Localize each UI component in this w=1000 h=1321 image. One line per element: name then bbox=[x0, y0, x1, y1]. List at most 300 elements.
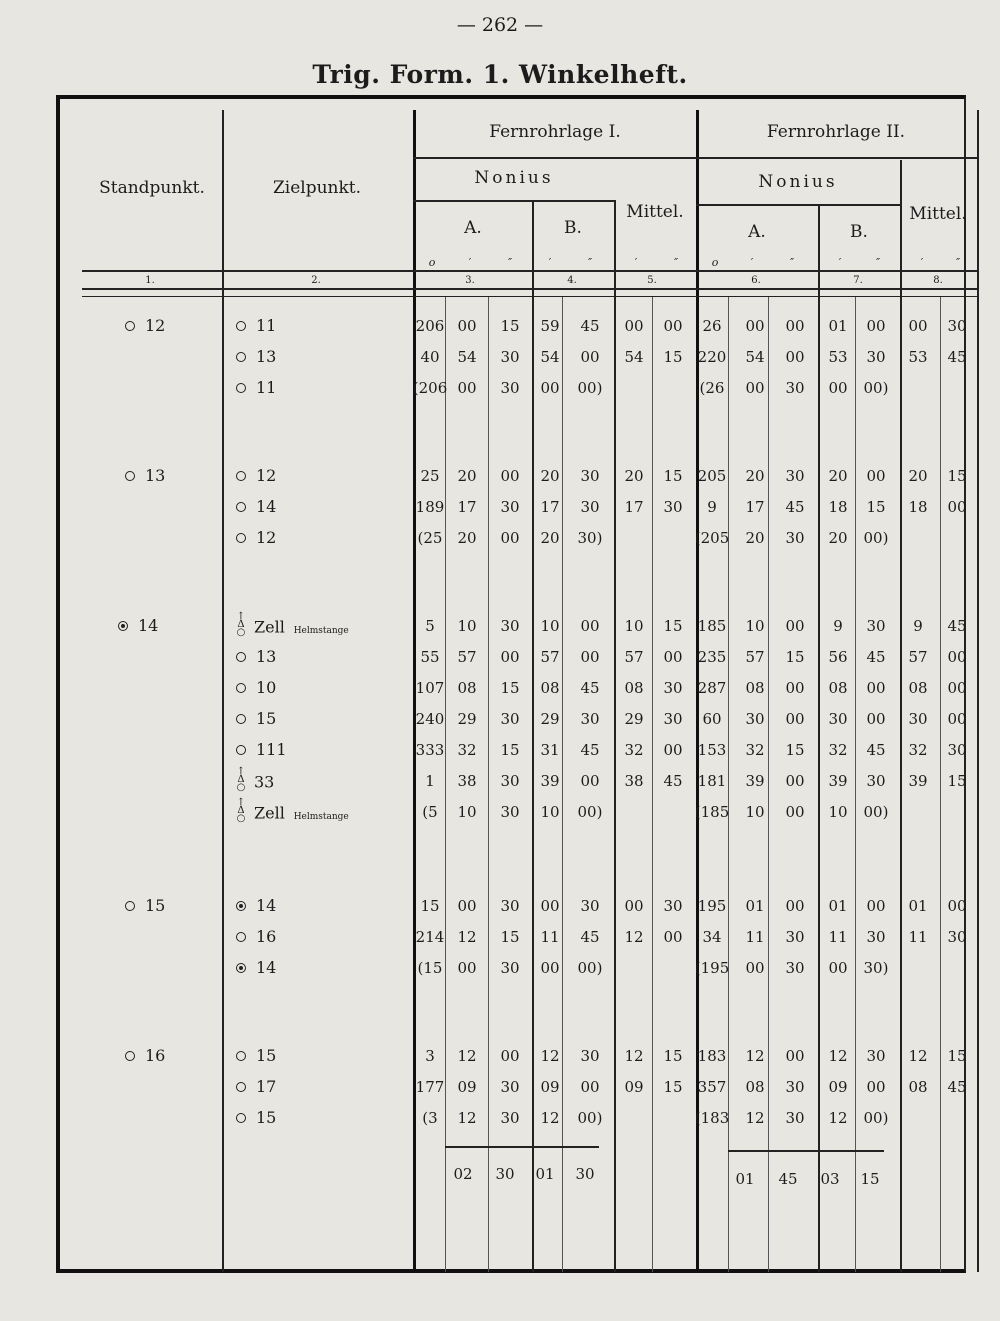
angle-value: 57 bbox=[457, 648, 477, 666]
angle-value: 10 bbox=[540, 803, 560, 821]
angle-value: 5 bbox=[425, 617, 435, 635]
angle-value: 00 bbox=[580, 648, 600, 666]
column-number: 8. bbox=[933, 275, 943, 286]
angle-value: 183 bbox=[697, 1047, 727, 1065]
angle-value: 30 bbox=[947, 741, 967, 759]
column-number: 7. bbox=[853, 275, 863, 286]
angle-value: 15 bbox=[663, 467, 683, 485]
angle-value: 185 bbox=[697, 617, 727, 635]
zielpunkt-cell bbox=[236, 709, 276, 728]
angle-value: 54 bbox=[540, 348, 560, 366]
standpunkt-label: 12 bbox=[145, 316, 166, 335]
sum-value: 45 bbox=[778, 1170, 798, 1188]
angle-value: 10 bbox=[828, 803, 848, 821]
angle-value: 15 bbox=[500, 928, 520, 946]
standpunkt-label: 16 bbox=[145, 1046, 166, 1065]
angle-value: 11 bbox=[908, 928, 928, 946]
standpunkt-cell bbox=[118, 616, 158, 635]
column-number: 2. bbox=[311, 275, 321, 286]
angle-value: 30 bbox=[580, 710, 600, 728]
angle-value: 00 bbox=[785, 803, 805, 821]
target-circle-icon bbox=[236, 352, 246, 362]
angle-value: 177 bbox=[415, 1078, 445, 1096]
angle-value: 00 bbox=[745, 959, 765, 977]
angle-value: 00 bbox=[785, 772, 805, 790]
angle-value: 30 bbox=[866, 1047, 886, 1065]
standpunkt-label: 14 bbox=[138, 616, 159, 635]
angle-value: 10 bbox=[624, 617, 644, 635]
zielpunkt-label: 17 bbox=[256, 1077, 277, 1096]
angle-value: 00 bbox=[785, 317, 805, 335]
angle-value: 30 bbox=[580, 1047, 600, 1065]
header-fernrohrlage-2: Fernrohrlage II. bbox=[766, 122, 906, 142]
angle-value: 287 bbox=[697, 679, 727, 697]
angle-value: 00 bbox=[785, 897, 805, 915]
angle-value: (185 bbox=[694, 803, 730, 821]
angle-value: 00) bbox=[863, 803, 889, 821]
angle-value: 15 bbox=[785, 648, 805, 666]
zielpunkt-cell bbox=[236, 1108, 276, 1127]
header-rule bbox=[413, 157, 977, 159]
column-number: 6. bbox=[751, 275, 761, 286]
angle-value: 30 bbox=[663, 679, 683, 697]
angle-value: 39 bbox=[828, 772, 848, 790]
angle-value: 00 bbox=[785, 710, 805, 728]
angle-value: 240 bbox=[415, 710, 445, 728]
angle-value: 15 bbox=[663, 348, 683, 366]
angle-value: 01 bbox=[745, 897, 765, 915]
angle-value: 30 bbox=[908, 710, 928, 728]
zielpunkt-label: 33 bbox=[254, 772, 275, 792]
unit-mark: ″ bbox=[955, 256, 961, 269]
angle-value: 54 bbox=[745, 348, 765, 366]
angle-value: 00 bbox=[580, 348, 600, 366]
header-rule bbox=[82, 270, 977, 272]
sum-value: 30 bbox=[575, 1165, 595, 1183]
zielpunkt-cell bbox=[236, 766, 275, 795]
angle-value: 15 bbox=[947, 772, 967, 790]
angle-value: 00) bbox=[863, 529, 889, 547]
angle-value: 12 bbox=[745, 1109, 765, 1127]
angle-value: 12 bbox=[828, 1047, 848, 1065]
angle-value: 30 bbox=[947, 317, 967, 335]
angle-value: 12 bbox=[624, 928, 644, 946]
angle-value: 9 bbox=[913, 617, 923, 635]
angle-value: 30 bbox=[947, 928, 967, 946]
header-rule bbox=[413, 200, 614, 202]
angle-value: 00 bbox=[500, 1047, 520, 1065]
angle-value: 00 bbox=[624, 897, 644, 915]
sum-value: 30 bbox=[495, 1165, 515, 1183]
angle-value: 00 bbox=[866, 710, 886, 728]
angle-value: 00 bbox=[866, 317, 886, 335]
angle-value: 55 bbox=[420, 648, 440, 666]
angle-value: 39 bbox=[745, 772, 765, 790]
angle-value: 15 bbox=[785, 741, 805, 759]
angle-value: 30 bbox=[580, 498, 600, 516]
standpunkt-cell bbox=[125, 1046, 165, 1065]
angle-value: 39 bbox=[908, 772, 928, 790]
angle-value: (25 bbox=[417, 529, 443, 547]
angle-value: 45 bbox=[947, 617, 967, 635]
angle-value: 189 bbox=[415, 498, 445, 516]
angle-value: 57 bbox=[624, 648, 644, 666]
header-standpunkt: Standpunkt. bbox=[99, 178, 205, 198]
angle-value: 09 bbox=[624, 1078, 644, 1096]
angle-value: 54 bbox=[624, 348, 644, 366]
angle-value: 15 bbox=[866, 498, 886, 516]
angle-value: 30 bbox=[785, 467, 805, 485]
angle-value: 00) bbox=[577, 959, 603, 977]
zielpunkt-cell bbox=[236, 347, 276, 366]
zielpunkt-cell bbox=[236, 528, 276, 547]
angle-value: 17 bbox=[624, 498, 644, 516]
angle-value: 12 bbox=[828, 1109, 848, 1127]
angle-value: 30 bbox=[785, 1078, 805, 1096]
angle-value: 57 bbox=[540, 648, 560, 666]
angle-value: 20 bbox=[745, 467, 765, 485]
unit-mark: ″ bbox=[587, 256, 593, 269]
header-mittel-1: Mittel. bbox=[626, 202, 684, 222]
angle-value: 00 bbox=[457, 897, 477, 915]
angle-value: 30 bbox=[745, 710, 765, 728]
angle-value: 12 bbox=[745, 1047, 765, 1065]
angle-value: 45 bbox=[580, 679, 600, 697]
column-divider bbox=[222, 110, 224, 1272]
header-a-2: A. bbox=[748, 222, 766, 242]
column-number: 3. bbox=[465, 275, 475, 286]
angle-value: 18 bbox=[828, 498, 848, 516]
angle-value: 214 bbox=[415, 928, 445, 946]
angle-value: 00 bbox=[580, 617, 600, 635]
standpunkt-label: 15 bbox=[145, 896, 166, 915]
angle-value: 30 bbox=[580, 897, 600, 915]
zielpunkt-cell bbox=[236, 1046, 276, 1065]
zielpunkt-cell bbox=[236, 896, 276, 915]
angle-value: 15 bbox=[663, 617, 683, 635]
header-a-1: A. bbox=[464, 218, 482, 238]
angle-value: 30 bbox=[500, 1109, 520, 1127]
angle-value: 59 bbox=[540, 317, 560, 335]
angle-value: 32 bbox=[908, 741, 928, 759]
angle-value: 54 bbox=[457, 348, 477, 366]
column-number: 1. bbox=[145, 275, 155, 286]
zielpunkt-cell bbox=[236, 678, 276, 697]
angle-value: 38 bbox=[624, 772, 644, 790]
angle-value: 30 bbox=[663, 498, 683, 516]
angle-value: 00 bbox=[745, 317, 765, 335]
angle-value: 00 bbox=[947, 710, 967, 728]
angle-value: 08 bbox=[457, 679, 477, 697]
angle-value: 00 bbox=[540, 959, 560, 977]
angle-value: 09 bbox=[828, 1078, 848, 1096]
angle-value: 00 bbox=[866, 467, 886, 485]
zielpunkt-label: 15 bbox=[256, 1108, 277, 1127]
angle-value: 181 bbox=[697, 772, 727, 790]
angle-value: 220 bbox=[697, 348, 727, 366]
target-circle-icon bbox=[236, 1113, 246, 1123]
angle-value: 20 bbox=[540, 529, 560, 547]
angle-value: 00 bbox=[500, 529, 520, 547]
angle-value: 45 bbox=[866, 741, 886, 759]
angle-value: 01 bbox=[828, 317, 848, 335]
angle-value: 30 bbox=[785, 959, 805, 977]
angle-value: 30) bbox=[577, 529, 603, 547]
unit-mark: ″ bbox=[673, 256, 679, 269]
target-circle-icon bbox=[236, 683, 246, 693]
angle-value: 45 bbox=[580, 928, 600, 946]
angle-value: 00 bbox=[457, 959, 477, 977]
target-circle-icon bbox=[236, 502, 246, 512]
target-circle-icon bbox=[236, 963, 246, 973]
angle-value: 30 bbox=[785, 928, 805, 946]
header-b-2: B. bbox=[850, 222, 868, 242]
header-rule bbox=[82, 288, 977, 290]
target-circle-icon bbox=[236, 745, 246, 755]
standpunkt-cell bbox=[125, 316, 165, 335]
zielpunkt-cell bbox=[236, 797, 349, 826]
angle-value: 11 bbox=[745, 928, 765, 946]
angle-value: 20 bbox=[908, 467, 928, 485]
angle-value: 20 bbox=[624, 467, 644, 485]
angle-value: 00 bbox=[785, 348, 805, 366]
sum-value: 01 bbox=[735, 1170, 755, 1188]
angle-value: 09 bbox=[457, 1078, 477, 1096]
page-number: — 262 — bbox=[456, 14, 544, 36]
page-title: Trig. Form. 1. Winkelheft. bbox=[312, 60, 688, 89]
angle-value: 34 bbox=[702, 928, 722, 946]
angle-value: 00 bbox=[785, 1047, 805, 1065]
angle-value: 00 bbox=[663, 317, 683, 335]
angle-value: 08 bbox=[745, 679, 765, 697]
zielpunkt-label: 13 bbox=[256, 647, 277, 666]
angle-value: 00 bbox=[500, 648, 520, 666]
zielpunkt-cell bbox=[236, 378, 276, 397]
angle-value: 12 bbox=[540, 1047, 560, 1065]
zielpunkt-label: 14 bbox=[256, 497, 277, 516]
target-circle-icon bbox=[236, 383, 246, 393]
target-circle-icon bbox=[236, 533, 246, 543]
zielpunkt-label: Zell bbox=[254, 617, 285, 637]
zielpunkt-label: 15 bbox=[256, 1046, 277, 1065]
angle-value: 00 bbox=[663, 928, 683, 946]
angle-value: 15 bbox=[500, 679, 520, 697]
angle-value: 15 bbox=[420, 897, 440, 915]
angle-value: 00 bbox=[745, 379, 765, 397]
angle-value: 9 bbox=[833, 617, 843, 635]
sum-rule bbox=[445, 1146, 599, 1148]
angle-value: 30 bbox=[500, 379, 520, 397]
zielpunkt-cell bbox=[236, 647, 276, 666]
angle-value: 20 bbox=[828, 467, 848, 485]
unit-mark: ′ bbox=[838, 256, 842, 269]
angle-value: 30 bbox=[500, 1078, 520, 1096]
header-rule bbox=[82, 296, 977, 297]
angle-value: 30 bbox=[663, 710, 683, 728]
zielpunkt-label: Zell bbox=[254, 803, 285, 823]
target-circle-icon bbox=[236, 932, 246, 942]
angle-value: (195 bbox=[694, 959, 730, 977]
unit-mark: o bbox=[711, 256, 719, 269]
signal-mast-icon: ↑ Δ ○ bbox=[236, 797, 246, 824]
angle-value: 9 bbox=[707, 498, 717, 516]
angle-value: 15 bbox=[500, 741, 520, 759]
unit-mark: ″ bbox=[507, 256, 513, 269]
sum-value: 02 bbox=[453, 1165, 473, 1183]
angle-value: 20 bbox=[457, 529, 477, 547]
angle-value: 30 bbox=[866, 928, 886, 946]
angle-value: 12 bbox=[540, 1109, 560, 1127]
unit-mark: o bbox=[428, 256, 436, 269]
angle-value: 08 bbox=[540, 679, 560, 697]
angle-value: 30 bbox=[500, 498, 520, 516]
angle-value: 30 bbox=[785, 379, 805, 397]
angle-value: 00 bbox=[457, 317, 477, 335]
angle-value: 30 bbox=[866, 617, 886, 635]
angle-value: 12 bbox=[457, 1109, 477, 1127]
header-fernrohrlage-1: Fernrohrlage I. bbox=[489, 122, 621, 142]
zielpunkt-cell bbox=[236, 497, 276, 516]
angle-value: 30 bbox=[828, 710, 848, 728]
angle-value: 00) bbox=[577, 1109, 603, 1127]
angle-value: 30 bbox=[500, 348, 520, 366]
angle-value: 08 bbox=[828, 679, 848, 697]
angle-value: 00 bbox=[828, 379, 848, 397]
angle-value: 00 bbox=[785, 617, 805, 635]
angle-value: (206 bbox=[412, 379, 448, 397]
angle-value: 11 bbox=[540, 928, 560, 946]
zielpunkt-label: 10 bbox=[256, 678, 277, 697]
angle-value: 00 bbox=[500, 467, 520, 485]
zielpunkt-suffix: Helmstange bbox=[290, 625, 349, 636]
zielpunkt-cell bbox=[236, 958, 276, 977]
angle-value: 40 bbox=[420, 348, 440, 366]
angle-value: 00 bbox=[947, 648, 967, 666]
angle-value: 29 bbox=[540, 710, 560, 728]
unit-mark: ′ bbox=[750, 256, 754, 269]
sum-value: 01 bbox=[535, 1165, 555, 1183]
angle-value: 30 bbox=[500, 772, 520, 790]
angle-value: 153 bbox=[697, 741, 727, 759]
zielpunkt-label: 13 bbox=[256, 347, 277, 366]
angle-value: 30 bbox=[785, 529, 805, 547]
angle-value: 38 bbox=[457, 772, 477, 790]
angle-value: 00 bbox=[947, 679, 967, 697]
angle-value: 00 bbox=[866, 897, 886, 915]
unit-mark: ′ bbox=[468, 256, 472, 269]
angle-value: 15 bbox=[500, 317, 520, 335]
angle-value: 00 bbox=[540, 897, 560, 915]
angle-value: 12 bbox=[457, 928, 477, 946]
angle-value: 00 bbox=[828, 959, 848, 977]
angle-value: 00 bbox=[908, 317, 928, 335]
angle-value: 32 bbox=[745, 741, 765, 759]
angle-value: 00 bbox=[866, 679, 886, 697]
angle-value: 15 bbox=[663, 1047, 683, 1065]
angle-value: 17 bbox=[745, 498, 765, 516]
angle-value: 53 bbox=[828, 348, 848, 366]
angle-value: 00 bbox=[947, 498, 967, 516]
zielpunkt-cell bbox=[236, 316, 276, 335]
angle-value: 30 bbox=[500, 897, 520, 915]
angle-value: 09 bbox=[540, 1078, 560, 1096]
target-circle-icon bbox=[236, 901, 246, 911]
angle-value: (3 bbox=[422, 1109, 438, 1127]
header-b-1: B. bbox=[564, 218, 582, 238]
unit-mark: ′ bbox=[548, 256, 552, 269]
angle-value: 57 bbox=[908, 648, 928, 666]
header-zielpunkt: Zielpunkt. bbox=[272, 178, 362, 198]
angle-value: 08 bbox=[908, 679, 928, 697]
target-circle-icon bbox=[236, 471, 246, 481]
angle-value: 00 bbox=[624, 317, 644, 335]
angle-value: 12 bbox=[457, 1047, 477, 1065]
header-mittel-2: Mittel. bbox=[909, 204, 967, 224]
column-number: 4. bbox=[567, 275, 577, 286]
zielpunkt-label: 14 bbox=[256, 958, 277, 977]
angle-value: 45 bbox=[947, 1078, 967, 1096]
angle-value: 29 bbox=[624, 710, 644, 728]
angle-value: 205 bbox=[697, 467, 727, 485]
angle-value: 00 bbox=[580, 1078, 600, 1096]
angle-value: 1 bbox=[425, 772, 435, 790]
angle-value: 195 bbox=[697, 897, 727, 915]
angle-value: 31 bbox=[540, 741, 560, 759]
angle-value: 3 bbox=[425, 1047, 435, 1065]
column-number: 5. bbox=[647, 275, 657, 286]
angle-value: 01 bbox=[828, 897, 848, 915]
angle-value: 26 bbox=[702, 317, 722, 335]
station-circle-icon bbox=[125, 471, 135, 481]
angle-value: 30 bbox=[500, 617, 520, 635]
angle-value: (205 bbox=[694, 529, 730, 547]
angle-value: 333 bbox=[415, 741, 445, 759]
angle-value: 357 bbox=[697, 1078, 727, 1096]
angle-value: 12 bbox=[624, 1047, 644, 1065]
angle-value: 10 bbox=[540, 617, 560, 635]
angle-value: 30 bbox=[580, 467, 600, 485]
standpunkt-cell bbox=[125, 896, 165, 915]
zielpunkt-label: 15 bbox=[256, 709, 277, 728]
angle-value: 20 bbox=[745, 529, 765, 547]
signal-mast-icon: ↑ Δ ○ bbox=[236, 766, 246, 793]
angle-value: 30 bbox=[500, 803, 520, 821]
angle-value: 00) bbox=[577, 803, 603, 821]
angle-value: 30 bbox=[866, 772, 886, 790]
angle-value: 30 bbox=[663, 897, 683, 915]
angle-value: 00 bbox=[785, 679, 805, 697]
angle-value: 00 bbox=[663, 741, 683, 759]
angle-value: 60 bbox=[702, 710, 722, 728]
angle-value: 00 bbox=[457, 379, 477, 397]
angle-value: 10 bbox=[745, 803, 765, 821]
zielpunkt-label: 12 bbox=[256, 528, 277, 547]
target-circle-icon bbox=[236, 652, 246, 662]
angle-value: 12 bbox=[908, 1047, 928, 1065]
angle-value: 30 bbox=[866, 348, 886, 366]
angle-value: 00) bbox=[577, 379, 603, 397]
angle-value: 00 bbox=[580, 772, 600, 790]
header-nonius-2: Nonius bbox=[758, 172, 838, 192]
angle-value: 00 bbox=[866, 1078, 886, 1096]
target-circle-icon bbox=[236, 1082, 246, 1092]
angle-value: 39 bbox=[540, 772, 560, 790]
angle-value: 32 bbox=[828, 741, 848, 759]
angle-value: 45 bbox=[866, 648, 886, 666]
angle-value: 08 bbox=[745, 1078, 765, 1096]
angle-value: (183 bbox=[694, 1109, 730, 1127]
angle-value: 107 bbox=[415, 679, 445, 697]
